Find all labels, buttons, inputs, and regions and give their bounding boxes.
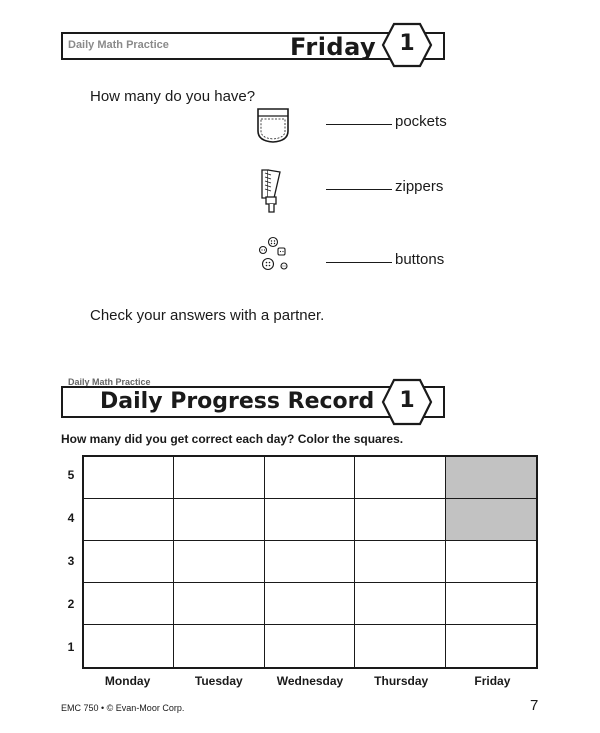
grid-square[interactable]: [446, 499, 536, 541]
day-label: Friday: [474, 674, 511, 688]
page-number: 7: [530, 697, 539, 714]
grid-square[interactable]: [84, 583, 174, 625]
row-label: 3: [67, 554, 75, 568]
grid-square[interactable]: [84, 499, 174, 541]
grid-square[interactable]: [84, 457, 174, 499]
progress-week-number: 1: [399, 388, 415, 413]
grid-square[interactable]: [174, 583, 264, 625]
buttons-label: buttons: [395, 251, 445, 268]
day-label: Wednesday: [276, 674, 344, 688]
closing-text: Check your answers with a partner.: [90, 307, 325, 324]
day-label: Monday: [104, 674, 151, 688]
grid-square[interactable]: [265, 625, 355, 667]
row-label: 2: [67, 596, 75, 611]
week-number: 1: [399, 31, 415, 56]
zippers-answer-blank[interactable]: [326, 189, 392, 190]
grid-square[interactable]: [265, 499, 355, 541]
progress-title: Daily Progress Record: [100, 389, 375, 414]
pocket-icon: [255, 106, 291, 149]
buttons-answer-blank[interactable]: [326, 262, 392, 263]
grid-square[interactable]: [355, 499, 445, 541]
grid-square[interactable]: [446, 625, 536, 667]
row-label: 1: [67, 639, 75, 654]
progress-week-hexagon: [381, 378, 433, 426]
grid-square[interactable]: [355, 583, 445, 625]
grid-square[interactable]: [174, 625, 264, 667]
progress-series-title: Daily Math Practice: [68, 377, 151, 387]
grid-square[interactable]: [265, 541, 355, 583]
pockets-label: pockets: [395, 113, 447, 130]
day-label: Tuesday: [194, 674, 243, 688]
grid-square[interactable]: [446, 541, 536, 583]
zipper-icon: [258, 168, 284, 219]
grid-square[interactable]: [84, 541, 174, 583]
grid-square[interactable]: [84, 625, 174, 667]
grid-square[interactable]: [174, 499, 264, 541]
grid-square[interactable]: [265, 583, 355, 625]
grid-square[interactable]: [174, 541, 264, 583]
grid-square[interactable]: [446, 583, 536, 625]
grid-square[interactable]: [265, 457, 355, 499]
question-text: How many do you have?: [90, 88, 256, 105]
zippers-label: zippers: [395, 178, 444, 195]
buttons-icon: [254, 236, 294, 281]
footer-credit: EMC 750 • © Evan-Moor Corp.: [61, 703, 185, 713]
row-label: 4: [67, 511, 75, 526]
grid-square[interactable]: [174, 457, 264, 499]
grid-square[interactable]: [355, 625, 445, 667]
day-label: Thursday: [374, 674, 429, 688]
series-title: Daily Math Practice: [68, 39, 169, 51]
grid-square[interactable]: [355, 541, 445, 583]
grid-square[interactable]: [355, 457, 445, 499]
day-title: Friday: [290, 33, 377, 61]
progress-grid: [82, 455, 538, 669]
row-label: 5: [67, 468, 75, 483]
pockets-answer-blank[interactable]: [326, 124, 392, 125]
grid-square[interactable]: [446, 457, 536, 499]
progress-instructions: How many did you get correct each day? Color the squares.: [61, 432, 404, 446]
week-hexagon: [381, 22, 433, 68]
